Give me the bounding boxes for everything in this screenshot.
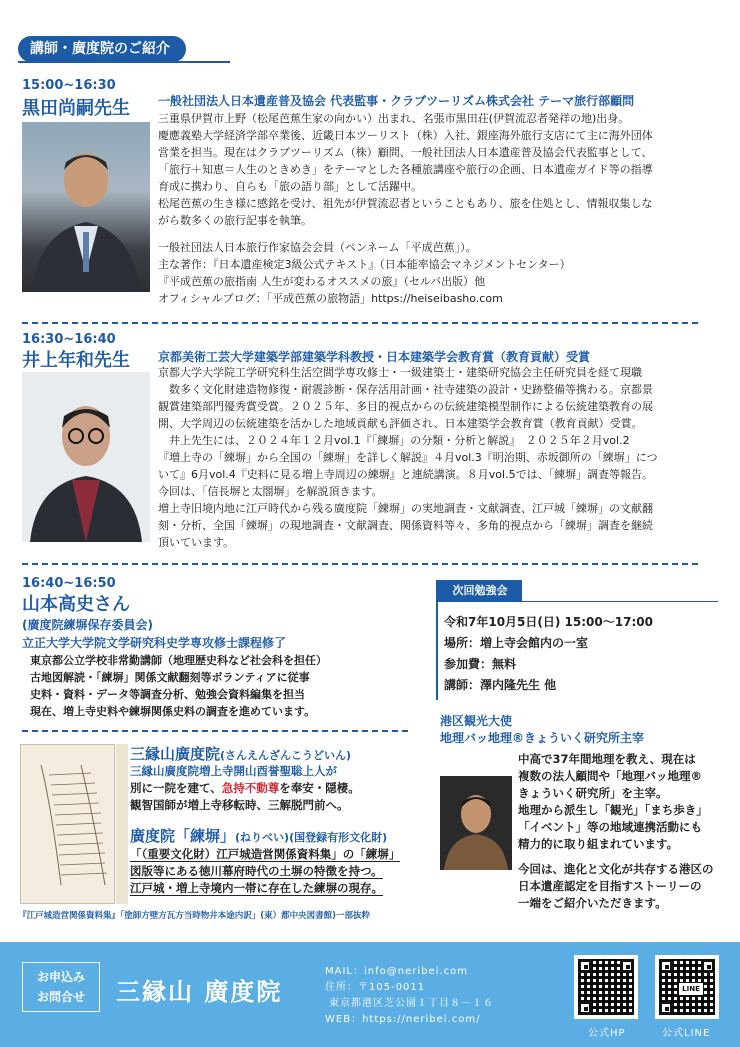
- wall-diagram-margin: [116, 744, 128, 904]
- footer-temple-name: 三縁山 廣度院: [116, 978, 283, 1006]
- neribei-title: 廣度院「練塀」(ねりべい)(国登録有形文化財): [130, 827, 388, 845]
- diagram-caption: 『江戸城造営関係資料集』「塗師方壁方瓦方当時物井本途内訳」(東）都中央図書館)一部抜粋: [18, 911, 371, 921]
- qr-official-hp[interactable]: [574, 955, 638, 1019]
- ambassador-text-2: 今回は、進化と文化が共存する港区の 日本遺産認定を目指すストーリーの 一端をご紹介いただきます。: [518, 862, 714, 910]
- speaker-1-works: 一般社団法人日本旅行作家協会会員（ペンネーム「平成芭蕉」）。 主な著作：『日本遺産検定3級公式テキスト』（日本能率協会マネジメントセンター） 『平成芭蕉の旅指南 人生が変わるオススメの旅』（セルバ出版）他 オフィシャルブログ：「平成芭蕉の旅物語」https://heiseibasho.com: [158, 241, 571, 305]
- line-logo-icon: LINE: [679, 983, 703, 995]
- divider-2: [22, 563, 698, 565]
- ambassador-title-2: 地理バッ地理®きょういく研究所主宰: [440, 731, 645, 745]
- speaker-1-bio: 三重県伊賀市上野（松尾芭蕉生家の向かい）出まれ、名張市黒田荘(伊賀流忍者発祥の地)出身。 慶應義塾大学経済学部卒業後、近畿日本ツーリスト（株）入社、銀座海外旅行支店にて主に海外団体 営業を担当。現在はクラブツーリズム（株）顧問、一般社団法人日本遺産普及協会代表監事として、 「旅行＋知恵＝人生のときめき」をテーマとした各種旅講座や旅行の企画、日本遺産ガイド等の指導 育成に携わり、自らも「旅の語り部」として活躍中。 松尾芭蕉の生き様に感銘を受け、祖先が伊賀流忍者ということもあり、旅を住処とし、情報収集しな がら数多くの旅行記事を執筆。: [158, 112, 653, 227]
- qr-code-icon: [659, 959, 715, 1015]
- contact-label: お申込み お問合せ: [22, 962, 100, 1012]
- temple-description: 三縁山廣度院増上寺開山酉誉聖聡上人が 別に一院を建て、急持不動尊を奉安・隠棲。 観智国師が増上寺移転時、三解脱門前へ。: [130, 764, 360, 812]
- footer-contact-info: MAIL：info@neribei.com 住所：〒105-0011 東京都港区芝公園１丁目８－１６ WEB：https://neribei.com/: [325, 964, 494, 1028]
- wall-diagram-image: [20, 744, 115, 904]
- section-title: 講師・廣度院のご紹介: [18, 36, 186, 62]
- person-silhouette-icon: [440, 776, 512, 870]
- qr-official-line[interactable]: [655, 955, 719, 1019]
- speaker-3-time: 16:40~16:50: [22, 576, 116, 591]
- speaker-2-name: 井上年和先生: [22, 350, 130, 371]
- speaker-3-org: (廣度院練塀保存委員会): [22, 618, 153, 632]
- ambassador-title-1: 港区観光大使: [440, 714, 513, 728]
- person-silhouette-icon: [22, 122, 150, 292]
- speaker-1-role: 一般社団法人日本遺産普及協会 代表監事・クラブツーリズム株式会社 テーマ旅行部顧問: [158, 94, 635, 108]
- qr-official-line-label: 公式LINE: [662, 1028, 711, 1039]
- neribei-description: 「（重要文化財）江戸城造営関係資料集」の「練塀」 図版等にある徳川幕府時代の土塀の特徴を持つ。 江戸城・増上寺境内一帯に存在した練塀の現存。: [130, 847, 401, 895]
- speaker-2-role: 京都美術工芸大学建築学部建築学科教授・日本建築学会教育賞（教育貢献）受賞: [158, 350, 591, 364]
- speaker-3-name: 山本高史さん: [22, 594, 130, 615]
- speaker-1-photo: [22, 122, 150, 292]
- speaker-3-bio: 東京都公立学校非常勤講師（地理歴史科など社会科を担任） 古地図解読・「練塀」関係文献翻刻等ボランティアに従事 史料・資料・データ等調査分析、勉強会資料編集を担当 現在、増上寺史料や練塀関係史料の調査を進めています。: [30, 654, 327, 718]
- ambassador-text: 中高で37年間地理を教え、現在は 複数の法人顧問や「地理バッ地理® きょういく研究所」を主宰。 地理から派生し「観光」「まち歩き」 「イベント」等の地域連携活動にも 精力的に取り組まれています。: [518, 752, 708, 851]
- footer-mail[interactable]: MAIL：info@neribei.com: [325, 966, 468, 977]
- qr-code-icon: [578, 959, 634, 1015]
- next-meeting-line: [522, 601, 718, 602]
- speaker-1-name: 黒田尚嗣先生: [22, 98, 130, 119]
- temple-name: 三縁山廣度院(さんえんざんこうどいん): [130, 745, 352, 763]
- speaker-1-time: 15:00~16:30: [22, 78, 116, 93]
- divider-1: [22, 322, 698, 324]
- divider-3: [22, 730, 408, 732]
- speaker-2-time: 16:30~16:40: [22, 332, 116, 347]
- person-silhouette-icon: [22, 372, 150, 542]
- footer-web[interactable]: WEB：https://neribei.com/: [325, 1014, 481, 1025]
- speaker-2-photo: [22, 372, 150, 542]
- ambassador-photo: [440, 776, 512, 870]
- speaker-2-bio: 京都大学大学院工学研究科生活空間学専攻修士・一級建築士・建築研究協会主任研究員を経て現職 数多く文化財建造物修復・耐震診断・保存活用計画・社寺建築の設計・史跡整備等携わる。京都景 観賞建築部門優秀賞受賞。２０２５年、多目的視点からの伝統建築模型制作による伝統建築教育の展 開、大学周辺の伝統建築を活かした地域貢献も評価され、日本建築学会教育賞（教育貢献）受賞。 井上先生には、２０２４年１２月vol.1『「練塀」の分類・分析と解説』 ２０２５年２月vol.2 『増上寺の「練塀」から全国の「練塀」を詳しく解説』４月vol.3『明治期、赤坂御所の「練塀」につ いて』6月vol.4『史料に見る増上寺周辺の練塀』と連続講演。８月vol.5では、「練塀」調査等報告。 今回は、「信長塀と太閤塀」を解説頂きます。 増上寺旧境内地に江戸時代から残る廣度院「練塀」の実地調査・文献調査、江戸城「練塀」の文献翻 刻・分析、全国「練塀」の現地調査・文献調査、関係資料等々、多角的視点から「練塀」調査を継続 頂いています。: [158, 366, 658, 549]
- speaker-3-degree: 立正大学大学院文学研究科史学専攻修士課程修了: [22, 636, 287, 650]
- qr-official-hp-label: 公式HP: [588, 1028, 626, 1039]
- next-meeting-details: 令和7年10月5日(日) 15:00〜17:00 場所：増上寺会館内の一室 参加費：無料 講師：澤内隆先生 他: [444, 615, 653, 692]
- section-underline: [18, 61, 230, 63]
- wall-drawing-icon: [21, 745, 116, 905]
- next-meeting-label: 次回勉強会: [438, 580, 522, 602]
